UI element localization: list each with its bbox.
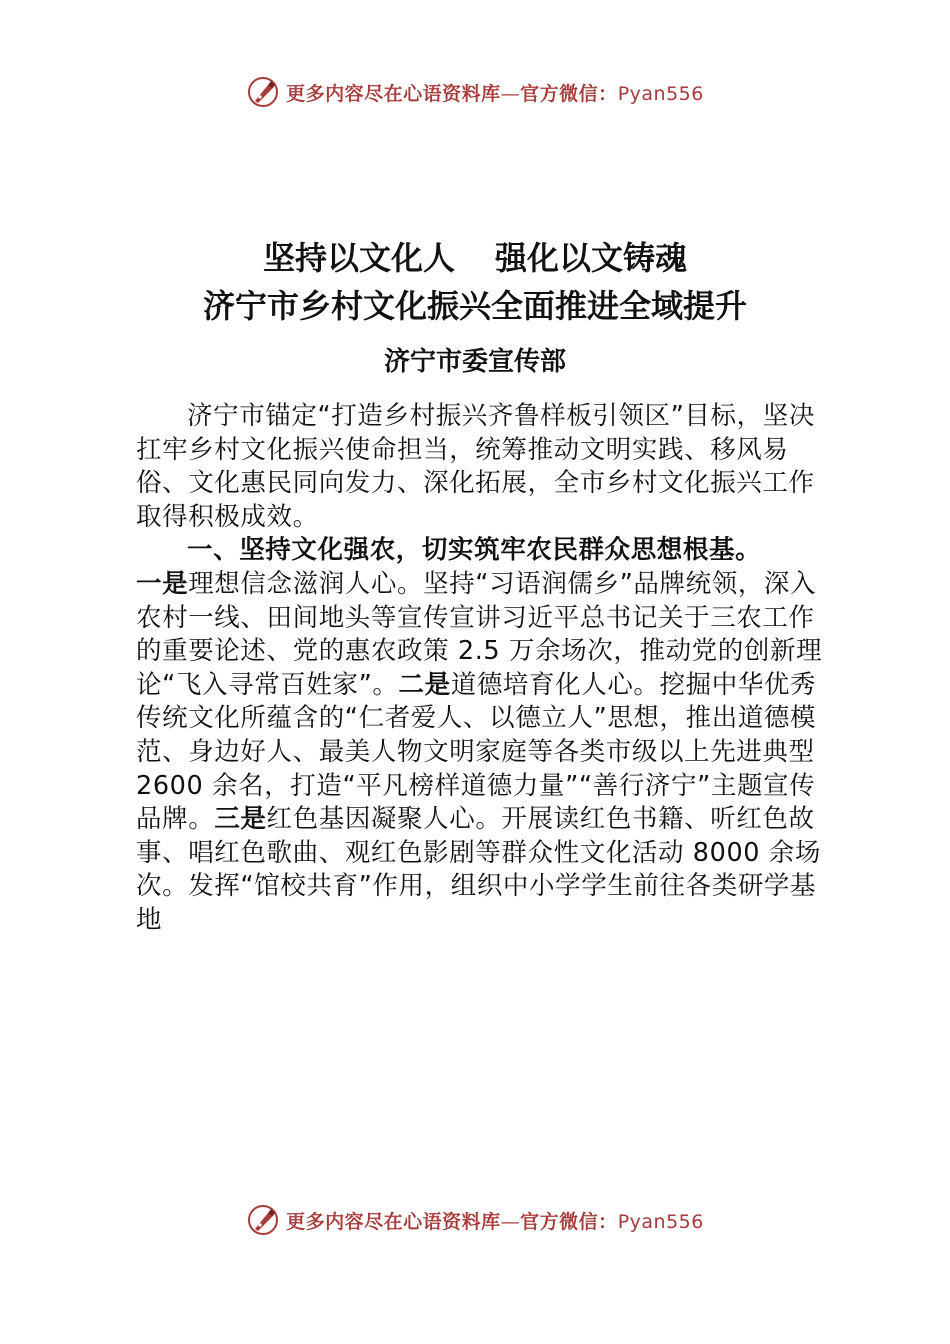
header-watermark: [0, 72, 950, 112]
watermark-text: 更多内容尽在心语资料库—官方微信：Pyan556: [286, 1210, 704, 1233]
footer-watermark: [0, 1200, 950, 1240]
document-body: [136, 400, 824, 938]
title-line-1: 坚持以文化人 强化以文铸魂: [262, 239, 688, 277]
section-paragraph: 一是理想信念滋润人心。坚持“习语润儒乡”品牌统领，深入农村一线、田间地头等宣传宣讲习近平总书记关于三农工作的重要论述、党的惠农政策 2.5 万余场次，推动党的创新理论“飞入寻常百姓家”。二是道德培育化人心。挖掘中华优秀传统文化所蕴含的“仁者爱人、以德立人”思想，推出道德模范、身边好人、最美人物文明家庭等各类市级以上先进典型 2600 余名，打造“平凡榜样道德力量”“善行济宁”主题宣传品牌。三是红色基因凝聚人心。开展读红色书籍、听红色故事、唱红色歌曲、观红色影剧等群众性文化活动 8000 余场次。发挥“馆校共育”作用，组织中小学学生前往各类研学基地: [136, 568, 823, 935]
section-heading: 一、坚持文化强农，切实筑牢农民群众思想根基。: [187, 535, 762, 566]
title-line-2: 济宁市乡村文化振兴全面推进全域提升: [202, 287, 747, 325]
pen-nib-logo-icon: [246, 1203, 280, 1237]
watermark-text: 更多内容尽在心语资料库—官方微信：Pyan556: [286, 82, 704, 105]
author: 济宁市委宣传部: [383, 347, 566, 377]
intro-paragraph: 济宁市锚定“打造乡村振兴齐鲁样板引领区”目标，坚决扛牢乡村文化振兴使命担当，统筹推动文明实践、移风易俗、文化惠民同向发力、深化拓展，全市乡村文化振兴工作取得积极成效。: [136, 401, 815, 532]
pen-nib-logo-icon: [246, 75, 280, 109]
